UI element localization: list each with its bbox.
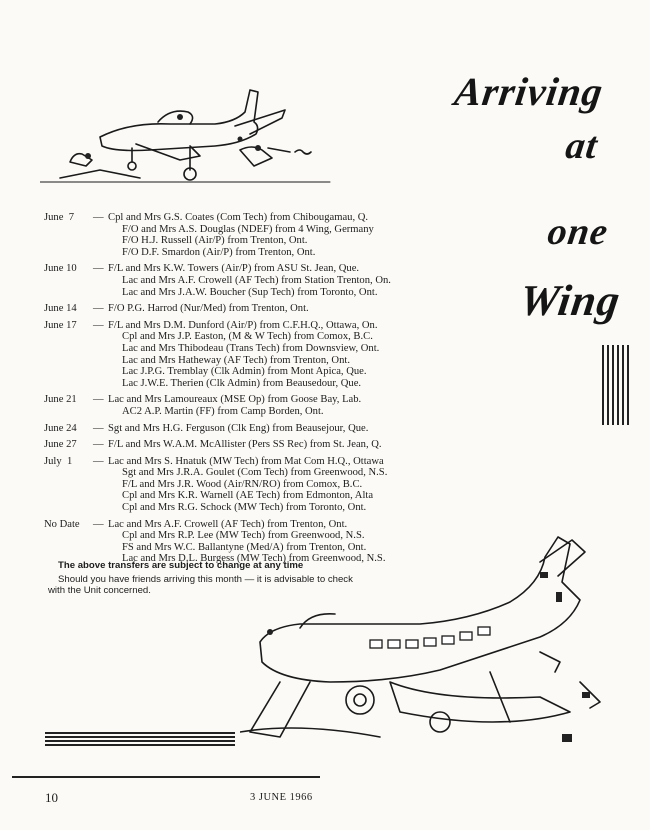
arrival-entry: Cpl and Mrs G.S. Coates (Com Tech) from Chibougamau, Q. <box>108 212 369 223</box>
arrival-date: June 21 <box>44 394 77 406</box>
arrival-date: June 27 <box>44 439 77 451</box>
arrival-date: No Date <box>44 518 80 530</box>
arrival-group <box>44 212 454 258</box>
arrival-group <box>44 439 454 451</box>
arrival-date: June 7 <box>44 212 75 223</box>
arrival-entry: F/L and Mrs W.A.M. McAllister (Pers SS Rec) from St. Jean, Q. <box>108 439 382 451</box>
decorative-vertical-lines <box>600 345 630 425</box>
arrival-entry: F/O D.F. Smardon (Air/P) from Trenton, Ont. <box>122 246 316 258</box>
title-at: at <box>563 125 601 167</box>
arrival-entry: Lac and Mrs Hatheway (AF Tech) from Trenton, Ont. <box>122 354 350 366</box>
arrival-entries <box>108 439 454 451</box>
arrival-group <box>44 263 454 298</box>
arrival-entries <box>108 303 454 315</box>
date-dash: — <box>93 422 104 434</box>
arrival-entry: F/L and Mrs J.R. Wood (Air/RN/RO) from Comox, B.C. <box>122 478 363 490</box>
arrival-entry: Lac J.W.E. Therien (Clk Admin) from Beausedour, Que. <box>122 377 362 389</box>
note-line-1: Should you have friends arriving this month — it is advisable to check <box>58 574 353 585</box>
date-dash: — <box>93 319 104 331</box>
arrivals-schedule <box>44 212 454 570</box>
arrival-entry: Lac and Mrs Lamoureaux (MSE Op) from Goose Bay, Lab. <box>108 394 362 406</box>
arrival-group <box>44 303 454 315</box>
date-dash: — <box>93 439 104 451</box>
arrival-entry: Lac and Mrs Thibodeau (Trans Tech) from Downsview, Ont. <box>122 342 380 354</box>
arrival-entries <box>108 320 454 390</box>
arrival-entry: Lac and Mrs A.F. Crowell (AF Tech) from Trenton, Ont. <box>108 518 348 530</box>
arrival-group <box>44 320 454 390</box>
date-dash: — <box>93 212 104 223</box>
arrival-group <box>44 456 454 514</box>
note-heading: The above transfers are subject to change at any time <box>58 560 304 571</box>
arrival-entry: F/O P.G. Harrod (Nur/Med) from Trenton, Ont. <box>108 303 309 315</box>
date-dash: — <box>93 455 104 467</box>
arrival-entry: Cpl and Mrs R.G. Schock (MW Tech) from Toronto, Ont. <box>122 502 367 514</box>
page-number: 10 <box>45 790 58 805</box>
decorative-rule-block <box>45 732 235 748</box>
title-arriving: Arriving <box>451 69 607 114</box>
arrival-entries <box>108 263 454 298</box>
date-dash: — <box>93 303 104 315</box>
arrival-group <box>44 394 454 417</box>
arrival-entry: Sgt and Mrs H.G. Ferguson (Clk Eng) from Beausejour, Que. <box>108 422 369 434</box>
arrival-entry: F/L and Mrs K.W. Towers (Air/P) from ASU St. Jean, Que. <box>108 263 360 275</box>
arrival-entry: Lac J.P.G. Tremblay (Clk Admin) from Mont Apica, Que. <box>122 366 367 378</box>
title-wing: Wing <box>516 276 624 325</box>
arrival-entry: F/L and Mrs D.M. Dunford (Air/P) from C.F.H.Q., Ottawa, On. <box>108 319 378 331</box>
aircraft-cartoon-illustration <box>240 532 620 752</box>
title-one: one <box>545 211 611 253</box>
arrival-entry: F/O and Mrs A.S. Douglas (NDEF) from 4 Wing, Germany <box>122 223 374 235</box>
date-dash: — <box>93 263 104 275</box>
arrival-entry: Lac and Mrs J.A.W. Boucher (Sup Tech) from Toronto, Ont. <box>122 286 378 298</box>
arrival-date: June 24 <box>44 422 77 434</box>
arrival-group <box>44 423 454 435</box>
arrival-entry: Lac and Mrs S. Hnatuk (MW Tech) from Mat Com H.Q., Ottawa <box>108 455 384 467</box>
arrival-date: June 17 <box>44 319 77 331</box>
arrival-date: June 14 <box>44 303 77 315</box>
arrival-entry: F/O H.J. Russell (Air/P) from Trenton, Ont. <box>122 235 308 247</box>
date-dash: — <box>93 394 104 406</box>
arrival-entry: Sgt and Mrs J.R.A. Goulet (Com Tech) from Greenwood, N.S. <box>122 467 388 479</box>
issue-date: 3 JUNE 1966 <box>250 792 313 803</box>
arrival-date: June 10 <box>44 263 77 275</box>
date-dash: — <box>93 518 104 530</box>
arrival-entries <box>108 394 454 417</box>
arrival-entry: FS and Mrs W.C. Ballantyne (Med/A) from Trenton, Ont. <box>122 541 367 553</box>
arrival-entries <box>108 456 454 514</box>
jet-cartoon-illustration <box>40 82 340 202</box>
arrival-entry: Cpl and Mrs R.P. Lee (MW Tech) from Greenwood, N.S. <box>122 530 365 542</box>
note-line-2: with the Unit concerned. <box>48 585 151 596</box>
arrival-entry: Cpl and Mrs K.R. Warnell (AE Tech) from Edmonton, Alta <box>122 490 374 502</box>
arrival-entry: Lac and Mrs A.F. Crowell (AF Tech) from Station Trenton, On. <box>122 274 391 286</box>
footer-rule <box>12 776 320 778</box>
arrival-entry: AC2 A.P. Martin (FF) from Camp Borden, Ont. <box>122 405 324 417</box>
arrival-entries <box>108 423 454 435</box>
arrival-entries <box>108 212 454 258</box>
arrival-date: July 1 <box>44 455 73 467</box>
arrival-entry: Lac and Mrs D.L. Burgess (MW Tech) from Greenwood, N.S. <box>122 553 386 565</box>
arrival-entry: Cpl and Mrs J.P. Easton, (M & W Tech) from Comox, B.C. <box>122 331 373 343</box>
